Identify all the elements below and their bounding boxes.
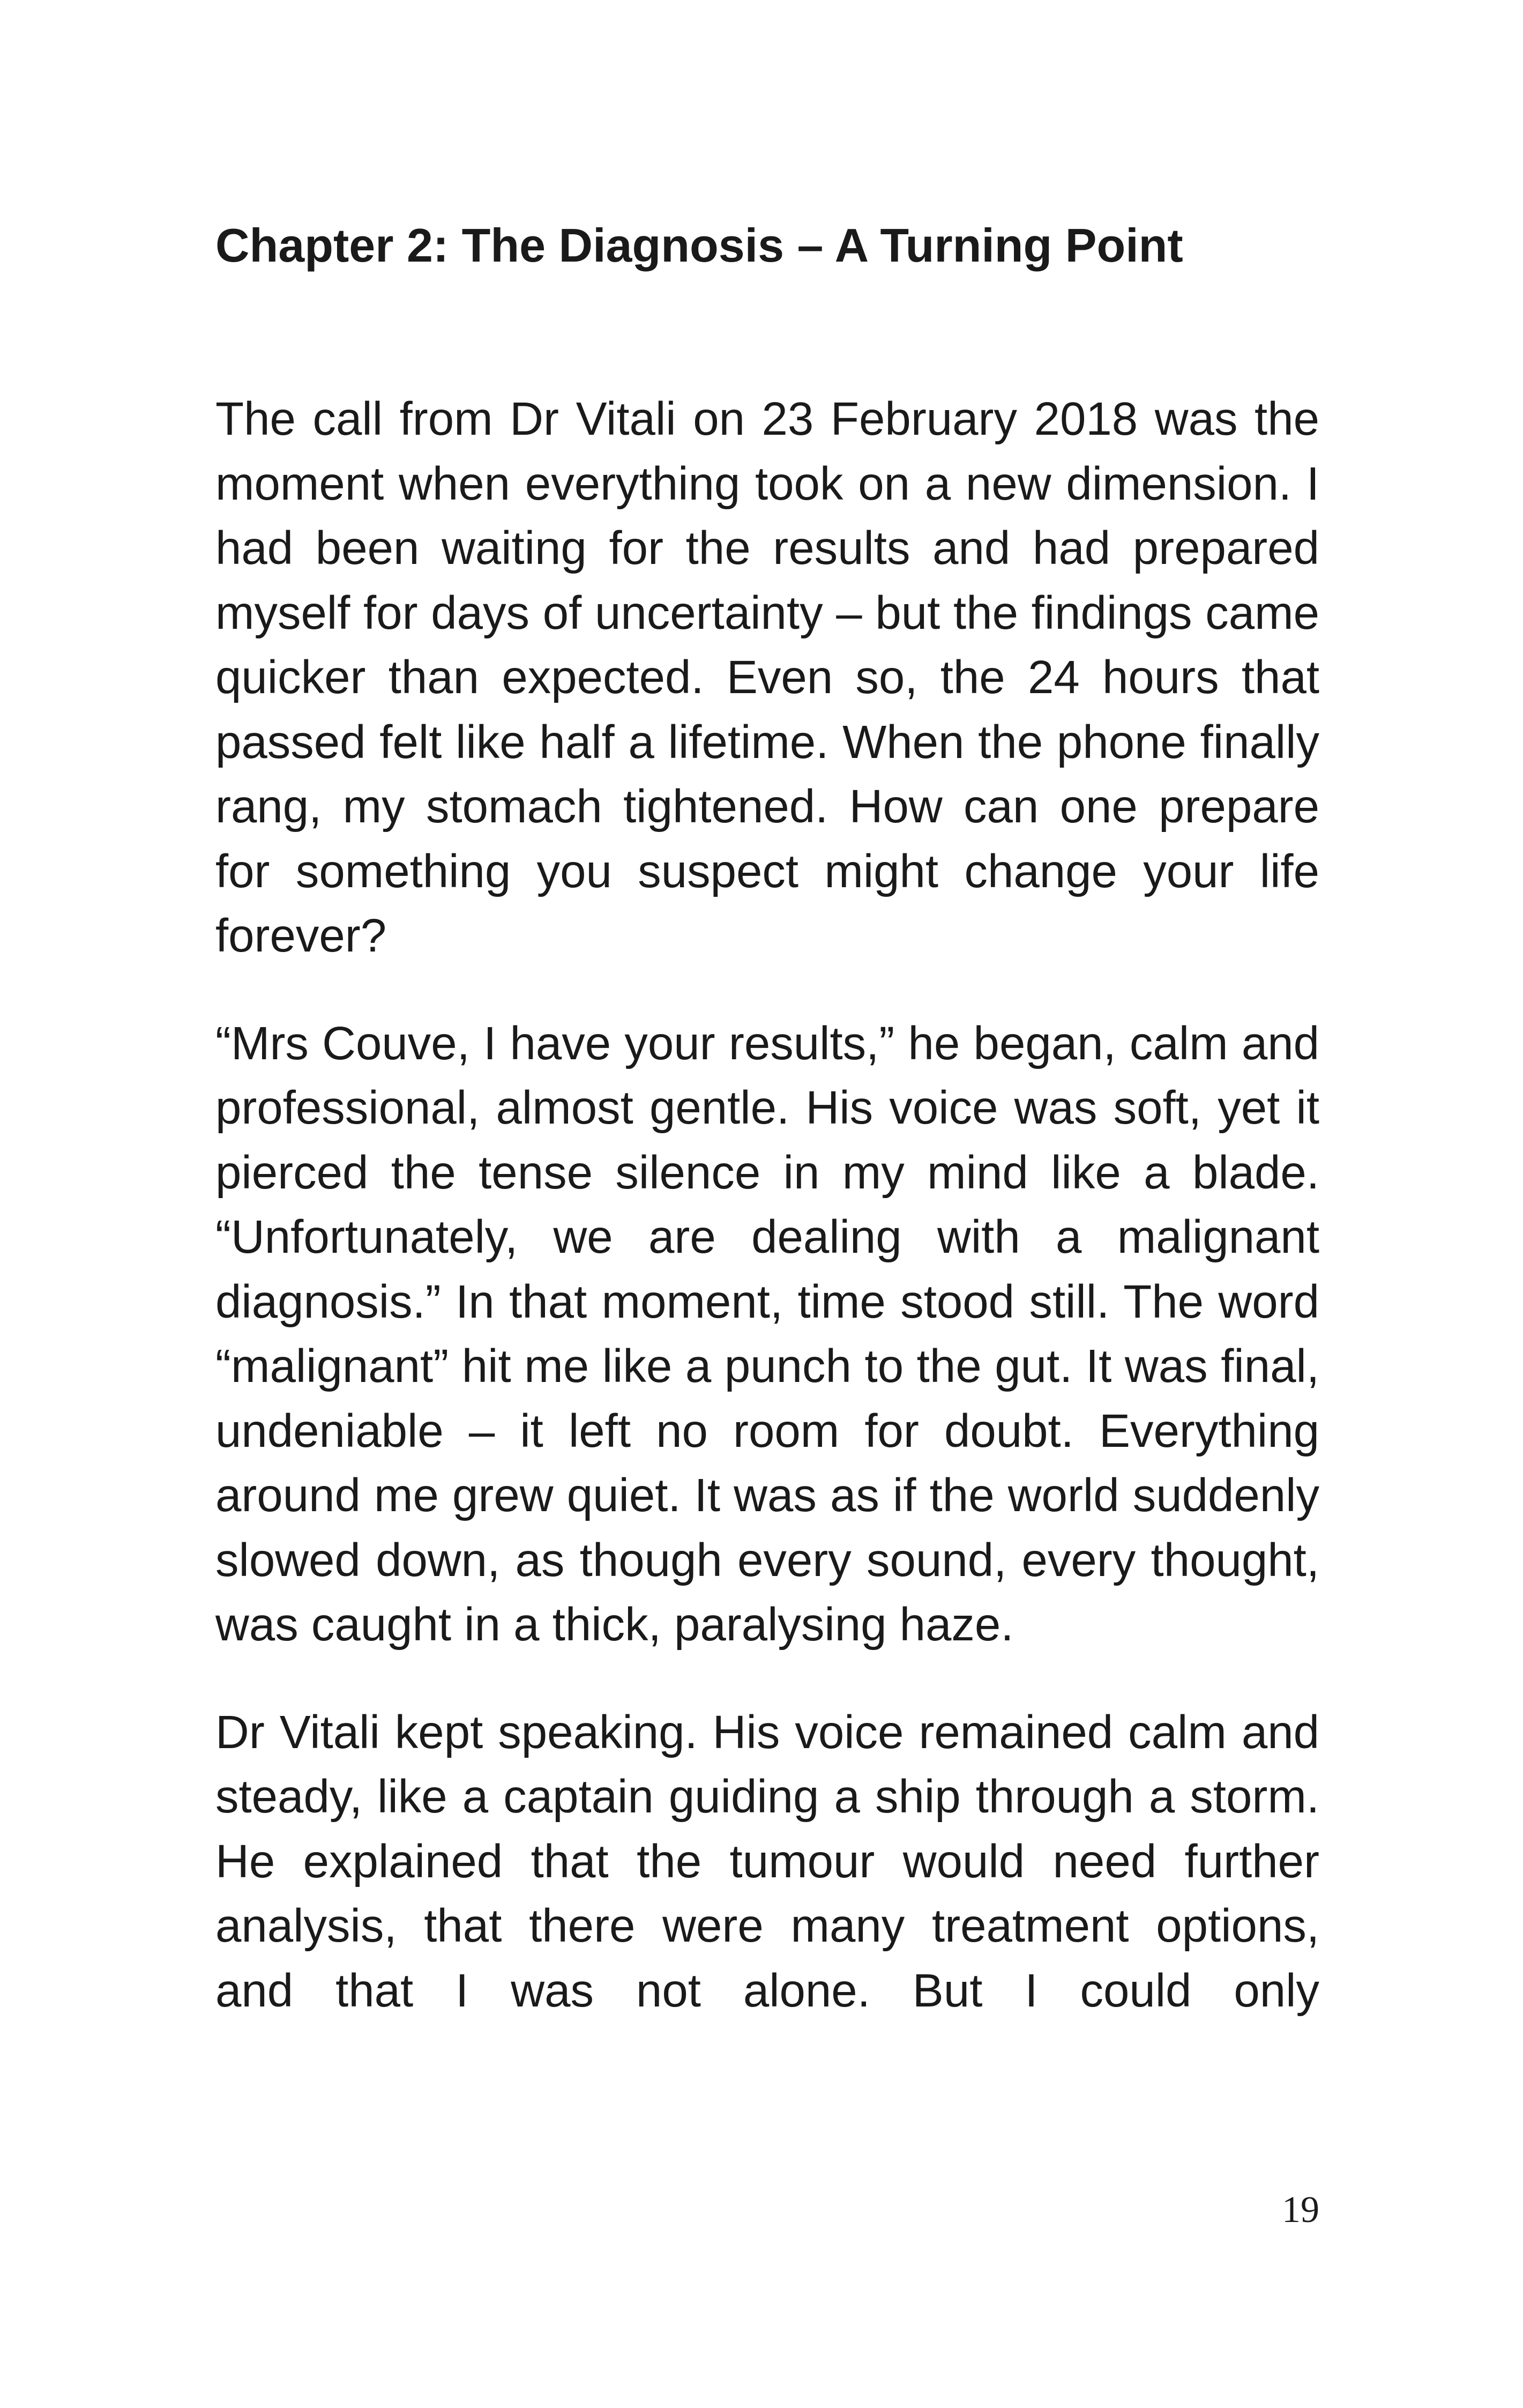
paragraph-2: “Mrs Couve, I have your results,” he began, calm and professional, almost gentle. His voice was soft, yet it pierced the tense silence in my mind like a blade. “Unfortunately, we are dealing with a malignant diagnosis.” In that moment, time stood still. The word “malignant” hit me like a punch to the gut. It was final, undeniable – it left no room for doubt. Everything around me grew quiet. It was as if the world suddenly slowed down, as though every sound, every thought, was caught in a thick, paralysing haze. <box>215 1017 1319 1651</box>
chapter-body <box>215 387 1319 2023</box>
chapter-title: Chapter 2: The Diagnosis – A Turning Point <box>215 219 1183 272</box>
page-number: 19 <box>1282 2189 1319 2231</box>
paragraph-3: Dr Vitali kept speaking. His voice remained calm and steady, like a captain guiding a ship through a storm. He explained that the tumour would need further analysis, that there were many treatment options, and that I was not alone. But I could only <box>215 1706 1319 2017</box>
paragraph-1: The call from Dr Vitali on 23 February 2018 was the moment when everything took on a new dimension. I had been waiting for the results and had prepared myself for days of uncertainty – but the findings came quicker than expected. Even so, the 24 hours that passed felt like half a lifetime. When the phone finally rang, my stomach tightened. How can one prepare for something you suspect might change your life forever? <box>215 393 1319 962</box>
